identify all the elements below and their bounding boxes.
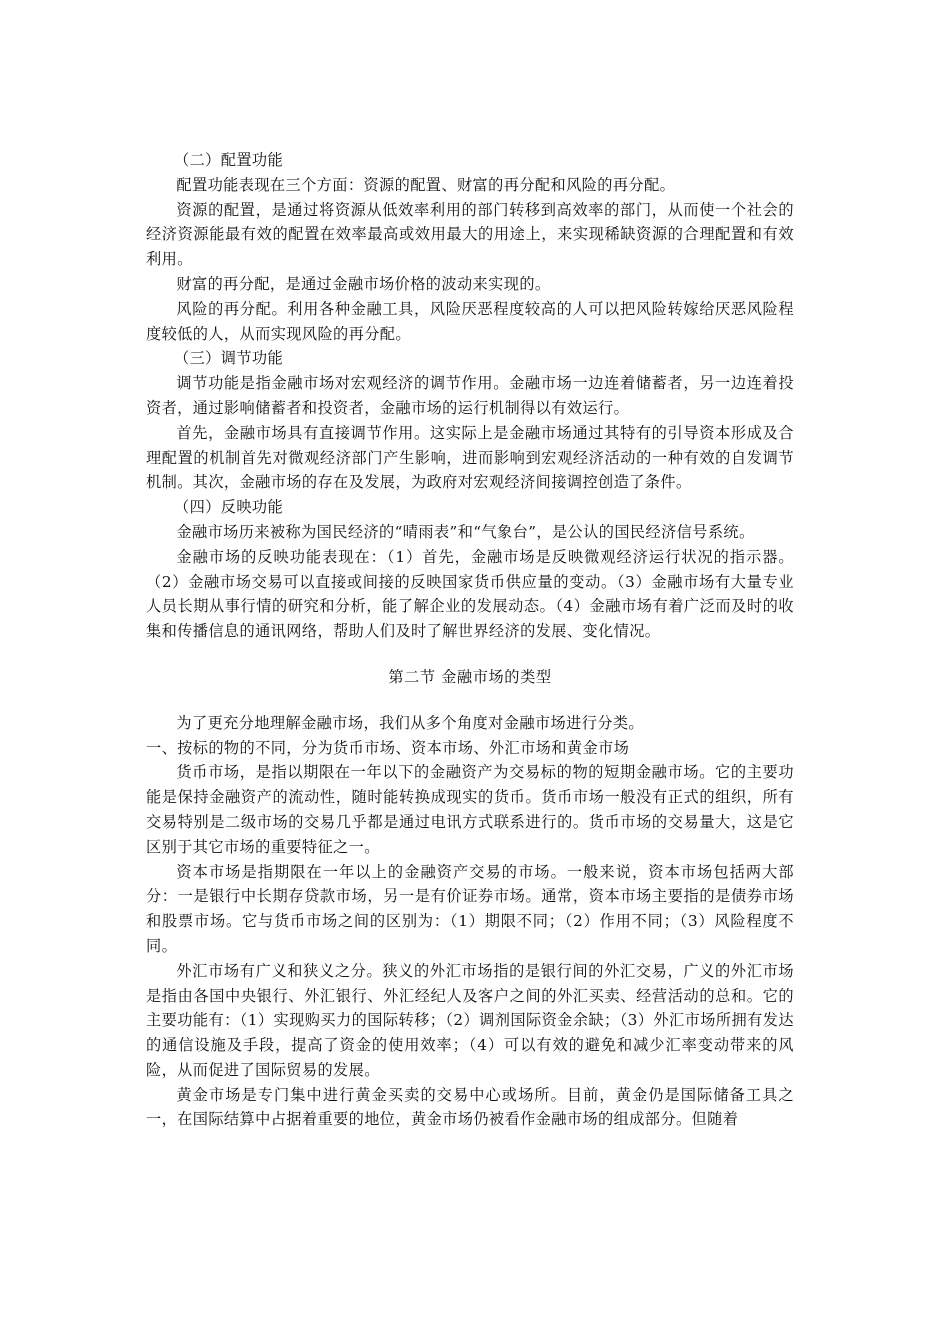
paragraph: 金融市场的反映功能表现在：（1）首先，金融市场是反映微观经济运行状况的指示器。（2）金融市场交易可以直接或间接的反映国家货币供应量的变动。（3）金融市场有大量专业人员长期从事行情的研究和分析，能了解企业的发展动态。（4）金融市场有着广泛而及时的收集和传播信息的通讯网络，帮助人们及时了解世界经济的发展、变化情况。 [146, 547, 794, 641]
paragraph: 财富的再分配，是通过金融市场价格的波动来实现的。 [176, 274, 551, 293]
paragraph: 金融市场历来被称为国民经济的“晴雨表”和“气象台”，是公认的国民经济信号系统。 [176, 522, 755, 541]
paragraph: 为了更充分地理解金融市场，我们从多个角度对金融市场进行分类。 [176, 713, 645, 732]
paragraph: 首先，金融市场具有直接调节作用。这实际上是金融市场通过其特有的引导资本形成及合理配置的机制首先对微观经济部门产生影响，进而影响到宏观经济活动的一种有效的自发调节机制。其次，金融市场的存在及发展，为政府对宏观经济间接调控创造了条件。 [146, 423, 794, 492]
paragraph: 外汇市场有广义和狭义之分。狭义的外汇市场指的是银行间的外汇交易，广义的外汇市场是指由各国中央银行、外汇银行、外汇经纪人及客户之间的外汇买卖、经营活动的总和。它的主要功能有：（1）实现购买力的国际转移；（2）调剂国际资金余缺；（3）外汇市场所拥有发达的通信设施及手段，提高了资金的使用效率；（4）可以有效的避免和减少汇率变动带来的风险，从而促进了国际贸易的发展。 [146, 961, 794, 1079]
paragraph: 配置功能表现在三个方面：资源的配置、财富的再分配和风险的再分配。 [176, 175, 676, 194]
paragraph: 风险的再分配。利用各种金融工具，风险厌恶程度较高的人可以把风险转嫁给厌恶风险程度较低的人，从而实现风险的再分配。 [146, 299, 794, 343]
subsection-heading-reflection: （四）反映功能 [174, 498, 284, 517]
subsection-heading-regulation: （三）调节功能 [174, 349, 284, 368]
paragraph: 黄金市场是专门集中进行黄金买卖的交易中心或场所。目前，黄金仍是国际储备工具之一，在国际结算中占据着重要的地位，黄金市场仍被看作金融市场的组成部分。但随着 [146, 1085, 794, 1129]
paragraph: 货币市场，是指以期限在一年以下的金融资产为交易标的物的短期金融市场。它的主要功能是保持金融资产的流动性，随时能转换成现实的货币。货币市场一般没有正式的组织，所有交易特别是二级市场的交易几乎都是通过电讯方式联系进行的。货币市场的交易量大，这是它区别于其它市场的重要特征之一。 [146, 763, 794, 856]
section-title: 第二节 金融市场的类型 [388, 667, 552, 686]
paragraph: 调节功能是指金融市场对宏观经济的调节作用。金融市场一边连着储蓄者，另一边连着投资者，通过影响储蓄者和投资者，金融市场的运行机制得以有效运行。 [146, 374, 794, 417]
paragraph: 资源的配置，是通过将资源从低效率利用的部门转移到高效率的部门，从而使一个社会的经济资源能最有效的配置在效率最高或效用最大的用途上，来实现稀缺资源的合理配置和有效利用。 [146, 200, 794, 269]
list-heading: 一、按标的物的不同，分为货币市场、资本市场、外汇市场和黄金市场 [146, 738, 630, 757]
subsection-heading-allocation: （二）配置功能 [174, 151, 284, 169]
document-page [146, 148, 794, 1132]
paragraph: 资本市场是指期限在一年以上的金融资产交易的市场。一般来说，资本市场包括两大部分：一是银行中长期存贷款市场，另一是有价证券市场。通常，资本市场主要指的是债券市场和股票市场。它与货币市场之间的区别为：（1）期限不同；（2）作用不同；（3）风险程度不同。 [146, 862, 794, 955]
